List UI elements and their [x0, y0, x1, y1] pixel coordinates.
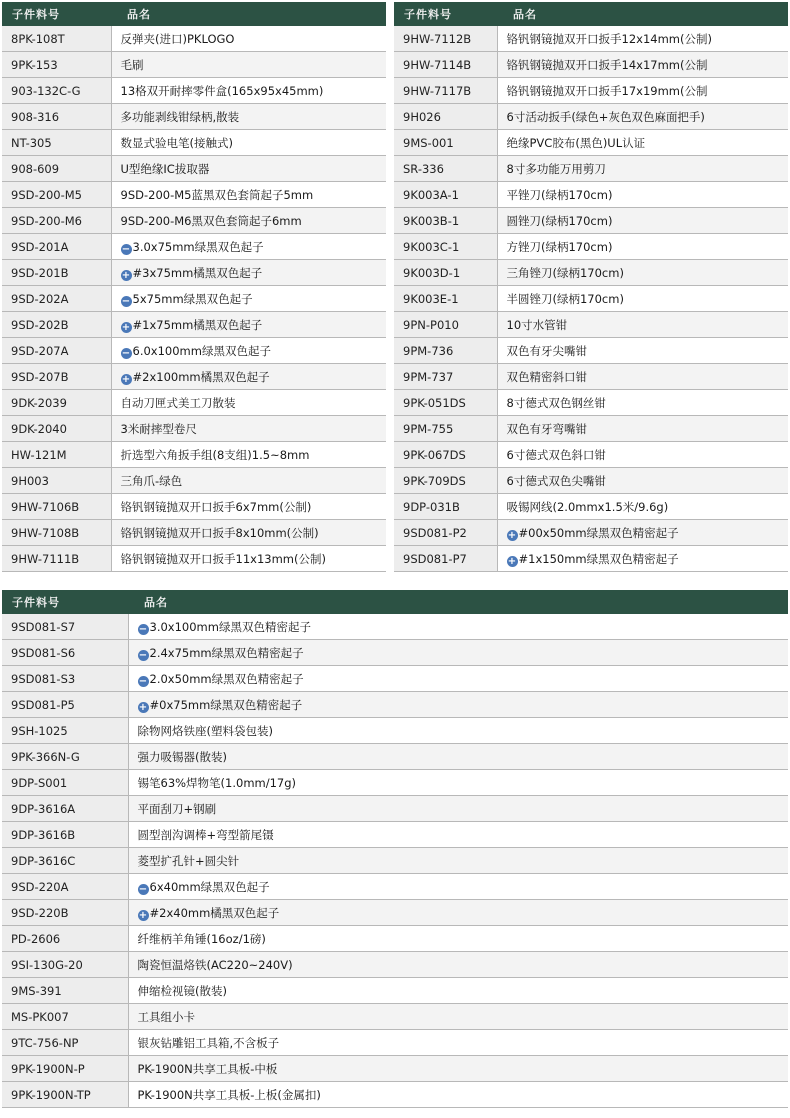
part-number-cell: 9SD-220B [2, 900, 128, 926]
part-number-cell: 9SD081-S6 [2, 640, 128, 666]
part-number-cell: 9DK-2040 [2, 416, 111, 442]
table-row [2, 52, 386, 78]
table-row [394, 546, 788, 572]
part-number-cell: 9K003E-1 [394, 286, 497, 312]
part-number-cell: 9DK-2039 [2, 390, 111, 416]
flathead-screwdriver-icon: − [138, 675, 148, 687]
part-number-cell: 903-132C-G [2, 78, 111, 104]
column-header-product-name: 品名 [497, 2, 788, 26]
table-row [394, 26, 788, 52]
table-row [2, 874, 788, 900]
phillips-screwdriver-icon: + [138, 909, 148, 921]
product-name-cell [497, 338, 788, 364]
product-name-cell [111, 104, 386, 130]
product-name-text: 8寸德式双色钢丝钳 [506, 395, 606, 410]
product-name-text: 铬钒钢镜抛双开口扳手11x13mm(公制) [120, 551, 326, 566]
product-name-text: 反弹夹(进口)PKLOGO [120, 31, 235, 46]
table-row [2, 260, 386, 286]
product-name-cell [128, 978, 788, 1004]
part-number-cell: 9K003B-1 [394, 208, 497, 234]
product-name-text: 毛刷 [120, 57, 144, 72]
table-row [2, 744, 788, 770]
phillips-screwdriver-icon: + [121, 373, 131, 385]
table-row [2, 796, 788, 822]
part-number-cell: 9SD-200-M6 [2, 208, 111, 234]
product-name-text: 强力吸锡器(散装) [137, 749, 227, 764]
product-name-text: 双色精密斜口钳 [506, 369, 587, 384]
product-name-text: 6.0x100mm绿黑双色起子 [132, 343, 271, 358]
product-name-cell [111, 338, 386, 364]
product-name-text: 平面刮刀+钢刷 [137, 801, 217, 816]
parts-table-left [2, 2, 386, 572]
part-number-cell: 9DP-3616B [2, 822, 128, 848]
table-row [2, 156, 386, 182]
product-name-text: 银灰钻雕铝工具箱,不含板子 [137, 1035, 280, 1050]
product-name-cell [497, 104, 788, 130]
product-name-cell [111, 468, 386, 494]
product-name-text: 10寸水管钳 [506, 317, 568, 332]
product-name-text: #2x40mm橘黑双色起子 [149, 905, 280, 920]
product-name-text: U型绝缘IC拔取器 [120, 161, 210, 176]
product-name-cell [128, 952, 788, 978]
product-name-cell [111, 390, 386, 416]
part-number-cell: 9SD-201A [2, 234, 111, 260]
product-name-text: 6寸活动扳手(绿色+灰色双色麻面把手) [506, 109, 705, 124]
part-number-cell: 9PK-153 [2, 52, 111, 78]
table-row [394, 286, 788, 312]
column-header-product-name: 品名 [128, 590, 788, 614]
part-number-cell: 9MS-391 [2, 978, 128, 1004]
product-name-text: 9SD-200-M6黑双色套筒起子6mm [120, 213, 302, 228]
product-name-cell [111, 130, 386, 156]
part-number-cell: 9SD-202A [2, 286, 111, 312]
table-row [2, 234, 386, 260]
part-number-cell: 9PK-067DS [394, 442, 497, 468]
product-name-cell [111, 520, 386, 546]
part-number-cell: 9SD081-S3 [2, 666, 128, 692]
product-name-cell [497, 260, 788, 286]
phillips-screwdriver-icon: + [138, 701, 148, 713]
part-number-cell: 8PK-108T [2, 26, 111, 52]
part-number-cell: 9K003D-1 [394, 260, 497, 286]
table-row [2, 312, 386, 338]
product-name-cell [497, 130, 788, 156]
product-name-text: 铬钒钢镜抛双开口扳手12x14mm(公制) [506, 31, 712, 46]
product-name-cell [111, 52, 386, 78]
part-number-cell: 9K003C-1 [394, 234, 497, 260]
table-row [2, 338, 386, 364]
part-number-cell: 9SD-202B [2, 312, 111, 338]
table-row [2, 692, 788, 718]
table-row [2, 614, 788, 640]
table-row [2, 78, 386, 104]
product-name-cell [497, 208, 788, 234]
product-name-text: 双色有牙弯嘴钳 [506, 421, 587, 436]
table-row [2, 208, 386, 234]
table-row [394, 234, 788, 260]
product-name-text: 多功能剥线钳绿柄,散装 [120, 109, 240, 124]
product-name-cell [111, 494, 386, 520]
part-number-cell: 9DP-3616C [2, 848, 128, 874]
flathead-screwdriver-icon: − [121, 295, 131, 307]
part-number-cell: 9PM-737 [394, 364, 497, 390]
table-row [2, 364, 386, 390]
product-name-cell [128, 1004, 788, 1030]
table-row [2, 1004, 788, 1030]
product-name-cell [128, 770, 788, 796]
table-row [394, 104, 788, 130]
product-name-cell [128, 666, 788, 692]
product-name-cell [111, 364, 386, 390]
table-row [2, 1030, 788, 1056]
product-name-text: 半圆锉刀(绿柄170cm) [506, 291, 624, 306]
part-number-cell: 9HW-7108B [2, 520, 111, 546]
product-name-cell [497, 156, 788, 182]
column-header-part-number: 子件料号 [394, 2, 497, 26]
product-name-text: 伸缩检视镜(散装) [137, 983, 227, 998]
product-name-text: 吸锡网线(2.0mmx1.5米/9.6g) [506, 499, 669, 514]
product-name-text: 工具组小卡 [137, 1009, 195, 1024]
table-row [2, 640, 788, 666]
product-name-text: #1x150mm绿黑双色精密起子 [518, 551, 679, 566]
product-name-text: 6寸德式双色斜口钳 [506, 447, 606, 462]
product-name-cell [128, 1056, 788, 1082]
product-name-cell [111, 182, 386, 208]
product-name-cell [111, 260, 386, 286]
part-number-cell: 9SH-1025 [2, 718, 128, 744]
product-name-text: 铬钒钢镜抛双开口扳手8x10mm(公制) [120, 525, 319, 540]
table-row [394, 312, 788, 338]
table-row [2, 770, 788, 796]
product-name-text: 圆锉刀(绿柄170cm) [506, 213, 613, 228]
table-row [2, 666, 788, 692]
product-name-text: 13格双开耐摔零件盒(165x95x45mm) [120, 83, 324, 98]
product-name-text: #0x75mm绿黑双色精密起子 [149, 697, 303, 712]
product-name-cell [497, 520, 788, 546]
part-number-cell: SR-336 [394, 156, 497, 182]
table-row [2, 520, 386, 546]
flathead-screwdriver-icon: − [138, 649, 148, 661]
product-name-text: #1x75mm橘黑双色起子 [132, 317, 263, 332]
product-name-cell [111, 26, 386, 52]
product-name-text: 绝缘PVC胶布(黑色)UL认证 [506, 135, 646, 150]
table-row [2, 546, 386, 572]
product-name-cell [111, 208, 386, 234]
product-name-cell [128, 1082, 788, 1108]
product-name-text: 方锉刀(绿柄170cm) [506, 239, 613, 254]
table-row [394, 364, 788, 390]
product-name-text: 8寸多功能万用剪刀 [506, 161, 606, 176]
part-number-cell: 9DP-S001 [2, 770, 128, 796]
part-number-cell: 9K003A-1 [394, 182, 497, 208]
table-row [2, 104, 386, 130]
part-number-cell: 9SD081-S7 [2, 614, 128, 640]
product-name-text: 2.4x75mm绿黑双色精密起子 [149, 645, 304, 660]
product-name-cell [128, 640, 788, 666]
part-number-cell: 9SD-207A [2, 338, 111, 364]
product-name-cell [128, 1030, 788, 1056]
product-name-text: 5x75mm绿黑双色起子 [132, 291, 253, 306]
table-row [394, 260, 788, 286]
parts-table-bottom [2, 590, 788, 1108]
table-row [2, 900, 788, 926]
flathead-screwdriver-icon: − [138, 623, 148, 635]
product-name-text: 纤维柄羊角锤(16oz/1磅) [137, 931, 266, 946]
part-number-cell: PD-2606 [2, 926, 128, 952]
part-number-cell: 9PK-366N-G [2, 744, 128, 770]
part-number-cell: HW-121M [2, 442, 111, 468]
product-name-cell [128, 848, 788, 874]
product-name-text: #00x50mm绿黑双色精密起子 [518, 525, 679, 540]
product-name-text: #3x75mm橘黑双色起子 [132, 265, 263, 280]
table-row [394, 130, 788, 156]
table-row [2, 182, 386, 208]
table-row [2, 468, 386, 494]
part-number-cell: 9SI-130G-20 [2, 952, 128, 978]
product-name-cell [111, 286, 386, 312]
product-name-cell [497, 52, 788, 78]
product-name-text: 圆型剖沟调棒+弯型箭尾镊 [137, 827, 274, 842]
part-number-cell: 9PK-1900N-P [2, 1056, 128, 1082]
part-number-cell: 9SD081-P2 [394, 520, 497, 546]
part-number-cell: 908-609 [2, 156, 111, 182]
product-name-text: 6x40mm绿黑双色起子 [149, 879, 270, 894]
product-name-cell [128, 718, 788, 744]
product-name-cell [128, 926, 788, 952]
product-name-text: 3.0x100mm绿黑双色精密起子 [149, 619, 311, 634]
table-row [2, 442, 386, 468]
product-name-cell [497, 546, 788, 572]
table-header-row [394, 2, 788, 26]
product-name-text: 自动刀匣式美工刀散装 [120, 395, 236, 410]
column-header-part-number: 子件料号 [2, 2, 111, 26]
product-name-cell [128, 822, 788, 848]
product-name-cell [497, 416, 788, 442]
product-name-cell [128, 900, 788, 926]
table-header-row [2, 2, 386, 26]
product-name-cell [497, 442, 788, 468]
product-name-cell [497, 26, 788, 52]
part-number-cell: 9HW-7106B [2, 494, 111, 520]
table-row [394, 520, 788, 546]
product-name-text: 数显式验电笔(接触式) [120, 135, 233, 150]
table-row [2, 822, 788, 848]
product-name-text: 铬钒钢镜抛双开口扳手17x19mm(公制 [506, 83, 708, 98]
product-name-text: #2x100mm橘黑双色起子 [132, 369, 270, 384]
table-row [2, 952, 788, 978]
part-number-cell: 9PK-1900N-TP [2, 1082, 128, 1108]
table-row [394, 78, 788, 104]
product-name-cell [111, 546, 386, 572]
part-number-cell: 9SD081-P5 [2, 692, 128, 718]
product-name-cell [128, 796, 788, 822]
product-name-cell [497, 468, 788, 494]
table-row [2, 416, 386, 442]
product-name-cell [497, 364, 788, 390]
phillips-screwdriver-icon: + [507, 555, 517, 567]
table-row [394, 52, 788, 78]
product-name-text: 三角锉刀(绿柄170cm) [506, 265, 624, 280]
product-name-text: PK-1900N共享工具板-上板(金属扣) [137, 1087, 321, 1102]
product-name-cell [111, 442, 386, 468]
product-name-text: 双色有牙尖嘴钳 [506, 343, 587, 358]
product-name-cell [497, 390, 788, 416]
column-header-product-name: 品名 [111, 2, 386, 26]
part-number-cell: NT-305 [2, 130, 111, 156]
product-name-cell [111, 234, 386, 260]
product-name-cell [111, 416, 386, 442]
flathead-screwdriver-icon: − [138, 883, 148, 895]
product-name-cell [497, 312, 788, 338]
product-name-cell [497, 286, 788, 312]
table-row [2, 130, 386, 156]
product-name-cell [111, 312, 386, 338]
part-number-cell: 9HW-7117B [394, 78, 497, 104]
table-header-row [2, 590, 788, 614]
product-name-cell [497, 78, 788, 104]
product-name-text: 三角爪-绿色 [120, 473, 183, 488]
part-number-cell: 9DP-3616A [2, 796, 128, 822]
part-number-cell: 9SD-201B [2, 260, 111, 286]
product-name-text: 6寸德式双色尖嘴钳 [506, 473, 606, 488]
product-name-text: 锡笔63%焊物笔(1.0mm/17g) [137, 775, 297, 790]
part-number-cell: 9PK-051DS [394, 390, 497, 416]
part-number-cell: 9SD-200-M5 [2, 182, 111, 208]
parts-table-right [394, 2, 788, 572]
part-number-cell: MS-PK007 [2, 1004, 128, 1030]
product-name-cell [128, 692, 788, 718]
table-row [2, 286, 386, 312]
table-row [2, 1082, 788, 1108]
part-number-cell: 9SD081-P7 [394, 546, 497, 572]
table-row [394, 156, 788, 182]
part-number-cell: 9SD-220A [2, 874, 128, 900]
phillips-screwdriver-icon: + [121, 321, 131, 333]
table-row [394, 338, 788, 364]
flathead-screwdriver-icon: − [121, 243, 131, 255]
product-name-text: 菱型扩孔针+圆尖针 [137, 853, 240, 868]
part-number-cell: 9PK-709DS [394, 468, 497, 494]
part-number-cell: 9PN-P010 [394, 312, 497, 338]
product-name-text: 折选型六角扳手组(8支组)1.5~8mm [120, 447, 310, 462]
product-name-text: 陶瓷恒温烙铁(AC220~240V) [137, 957, 293, 972]
product-name-cell [497, 234, 788, 260]
part-number-cell: 9HW-7114B [394, 52, 497, 78]
phillips-screwdriver-icon: + [121, 269, 131, 281]
part-number-cell: 9HW-7112B [394, 26, 497, 52]
product-name-text: 铬钒钢镜抛双开口扳手14x17mm(公制 [506, 57, 708, 72]
part-number-cell: 9SD-207B [2, 364, 111, 390]
table-row [394, 494, 788, 520]
part-number-cell: 9PM-736 [394, 338, 497, 364]
phillips-screwdriver-icon: + [507, 529, 517, 541]
product-name-text: PK-1900N共享工具板-中板 [137, 1061, 278, 1076]
table-row [2, 26, 386, 52]
product-name-cell [497, 494, 788, 520]
table-row [394, 208, 788, 234]
product-name-cell [111, 156, 386, 182]
product-name-cell [128, 614, 788, 640]
part-number-cell: 9PM-755 [394, 416, 497, 442]
part-number-cell: 9H003 [2, 468, 111, 494]
product-name-text: 3.0x75mm绿黑双色起子 [132, 239, 264, 254]
product-name-cell [111, 78, 386, 104]
part-number-cell: 9HW-7111B [2, 546, 111, 572]
part-number-cell: 908-316 [2, 104, 111, 130]
product-name-text: 平锉刀(绿柄170cm) [506, 187, 613, 202]
product-name-cell [128, 874, 788, 900]
product-name-text: 除物网烙铁座(塑料袋包装) [137, 723, 273, 738]
table-row [394, 390, 788, 416]
table-row [394, 468, 788, 494]
column-header-part-number: 子件料号 [2, 590, 128, 614]
table-row [394, 442, 788, 468]
product-name-text: 铬钒钢镜抛双开口扳手6x7mm(公制) [120, 499, 312, 514]
product-name-cell [497, 182, 788, 208]
table-row [2, 978, 788, 1004]
part-number-cell: 9DP-031B [394, 494, 497, 520]
part-number-cell: 9H026 [394, 104, 497, 130]
product-name-cell [128, 744, 788, 770]
table-row [2, 926, 788, 952]
flathead-screwdriver-icon: − [121, 347, 131, 359]
product-name-text: 2.0x50mm绿黑双色精密起子 [149, 671, 304, 686]
table-row [2, 494, 386, 520]
table-row [2, 1056, 788, 1082]
product-name-text: 3米耐摔型卷尺 [120, 421, 197, 436]
table-row [394, 416, 788, 442]
table-row [2, 390, 386, 416]
table-row [394, 182, 788, 208]
product-name-text: 9SD-200-M5蓝黑双色套筒起子5mm [120, 187, 314, 202]
table-row [2, 848, 788, 874]
table-row [2, 718, 788, 744]
part-number-cell: 9TC-756-NP [2, 1030, 128, 1056]
part-number-cell: 9MS-001 [394, 130, 497, 156]
